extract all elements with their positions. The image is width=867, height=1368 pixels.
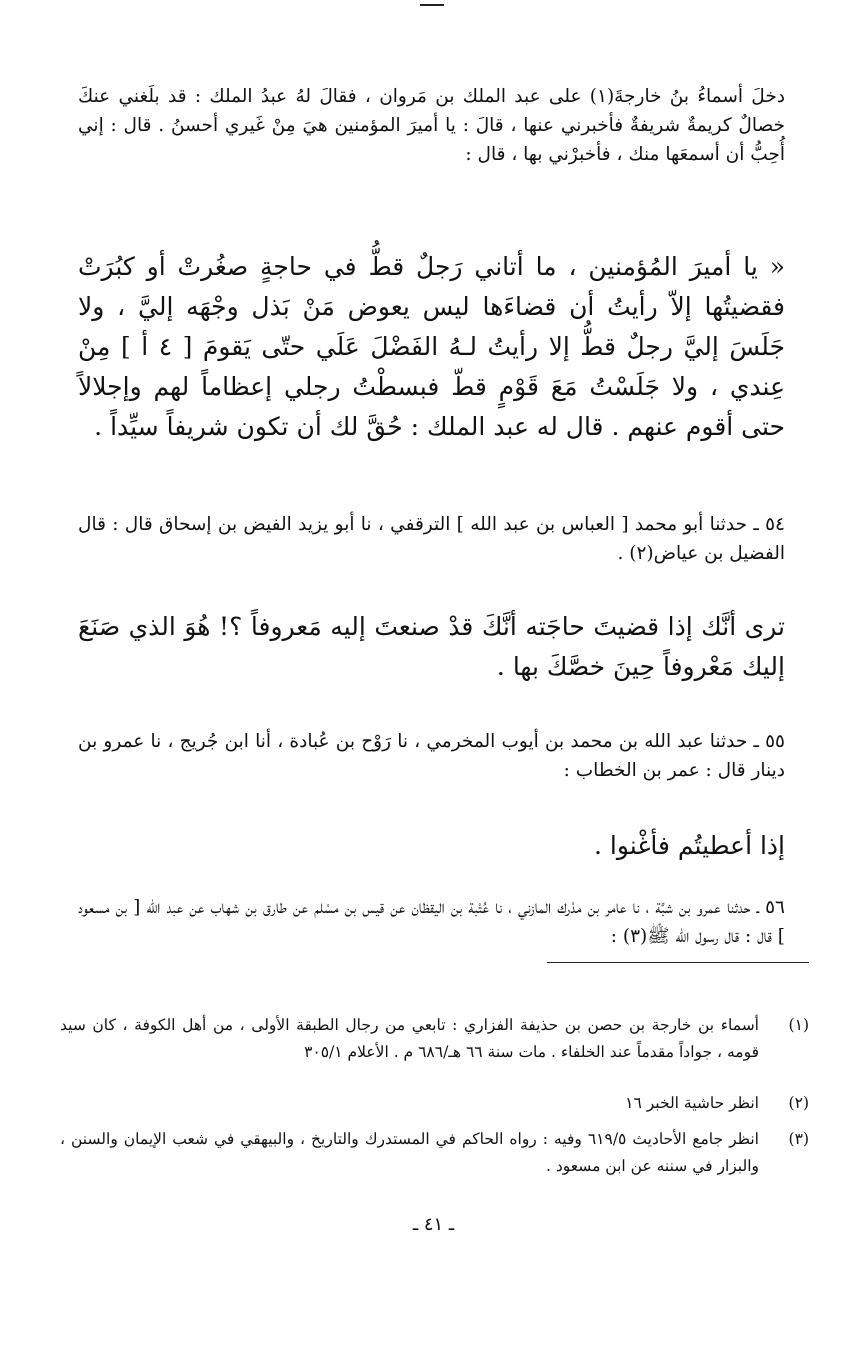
paragraph-quote-main: « يا أميرَ المُؤمنين ، ما أتاني رَجلٌ قطُّ في حاجةٍ صغُرتْ أو كبُرَتْ فقضيتُها إلاّ رأيتُ أن قضاءَها ليس يعوض مَنْ بَذل وجْهَه إليَّ ، ولا جَلَسَ إليَّ رجلٌ قطُّ إلا رأيتُ لـهُ الفَضْلَ عَلَي حتّى يَقومَ [ ٤ أ ] مِنْ عِندي ، ولا جَلَسْتُ مَعَ قَوْمٍ قطّ فبسطْتُ رجلي إعظاماً لهم وإجلالاً حتى أقوم عنهم . قال له عبد الملك : حُقَّ لك أن تكون شريفاً سيِّداً . bbox=[78, 252, 785, 441]
paragraph-hadith-56: ٥٦ ـ حدثنا عمرو بن شبَّة ، نا عامر بن مدْرك المازني ، نا عُتْبة بن اليقظان عن قيس بن مسْلم عن طارق بن شهاب عن عبد الله [ بن مسعود ] قال : قال رسول الله ﷺ(٣) : bbox=[78, 897, 785, 947]
footnote-text: انظر حاشية الخبر ١٦ bbox=[625, 1094, 759, 1112]
paragraph-intro: دخلَ أسماءُ بنُ خارجةَ(١) على عبد الملك بن مَروان ، فقالَ لهُ عبدُ الملك : قد بلَغني عنكَ خصالٌ كريمةٌ شريفةٌ فأخبرني عنها ، قالَ : يا أميرَ المؤمنين هيَ مِنْ غَيري أحسنُ . قال : إني أُحِبُّ أن أسمعَها منك ، فأخبرْني بها ، قال : bbox=[78, 86, 785, 165]
footnote-3 bbox=[60, 1126, 809, 1180]
footnote-1 bbox=[60, 1012, 809, 1066]
paragraph-quote-55: إذا أعطيتُم فأغْنوا . bbox=[594, 831, 785, 860]
paragraph-quote-54: ترى أنَّك إذا قضيتَ حاجَته أنَّكَ قدْ صنعتَ إليه مَعروفاً ؟! هُوَ الذي صَنَعَ إليك مَعْروفاً حِينَ خصَّكَ بها . bbox=[78, 612, 785, 681]
footnote-text: انظر جامع الأحاديث ٦١٩/٥ وفيه : رواه الحاكم في المستدرك والتاريخ ، والبيهقي في شعب الإيمان والسنن ، والبزار في سننه عن ابن مسعود . bbox=[60, 1130, 759, 1175]
footnote-number: (٢) bbox=[788, 1094, 809, 1112]
footnote-number: (٣) bbox=[788, 1130, 809, 1148]
paragraph-hadith-54: ٥٤ ـ حدثنا أبو محمد [ العباس بن عبد الله ] الترقفي ، نا أبو يزيد الفيض بن إسحاق قال : قال الفضيل بن عياض(٢) . bbox=[78, 514, 785, 564]
footnote-text: أسماء بن خارجة بن حصن بن حذيفة الفزاري : تابعي من رجال الطبقة الأولى ، من أهل الكوفة ، كان سيد قومه ، جواداً مقدماً عند الخلفاء . مات سنة ٦٦ هـ/٦٨٦ م . الأعلام ٣٠٥/١ bbox=[60, 1016, 759, 1061]
footnote-number: (١) bbox=[788, 1016, 809, 1034]
footnote-separator bbox=[547, 962, 809, 963]
top-rule-mark bbox=[420, 4, 444, 6]
footnote-2 bbox=[60, 1090, 809, 1117]
paragraph-hadith-55: ٥٥ ـ حدثنا عبد الله بن محمد بن أيوب المخرمي ، نا رَوْح بن عُبادة ، أنا ابن جُريج ، نا عمرو بن دينار قال : عمر بن الخطاب : bbox=[78, 731, 785, 781]
page-number: ـ ٤١ ـ bbox=[412, 1214, 455, 1235]
